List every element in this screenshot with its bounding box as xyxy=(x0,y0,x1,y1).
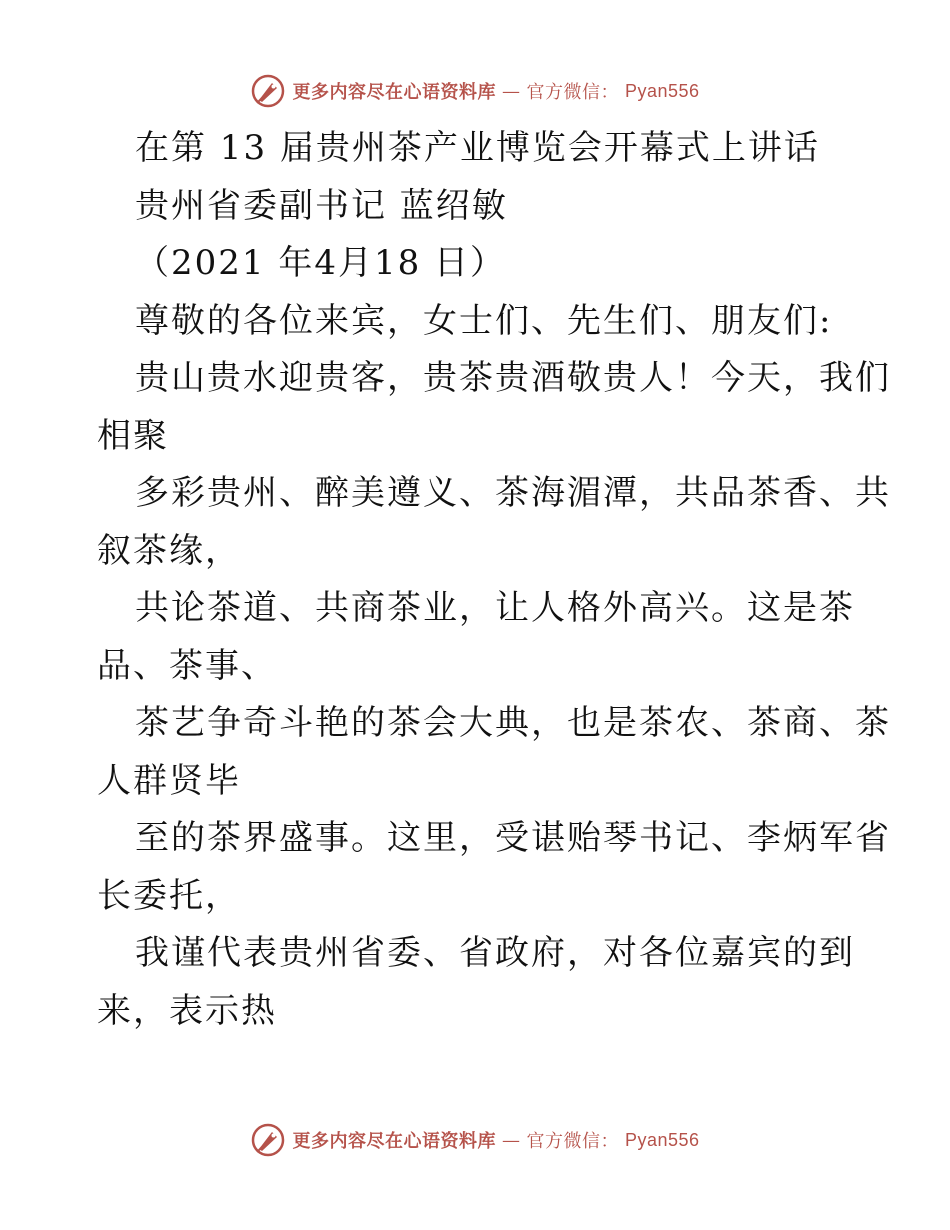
text-line: 至的茶界盛事。这里，受谌贻琴书记、李炳军省 xyxy=(135,818,891,858)
document-body xyxy=(97,120,891,1040)
text-line: 在第 13 届贵州茶产业博览会开幕式上讲话 xyxy=(135,128,820,168)
text-line: 相聚 xyxy=(97,415,169,456)
text-line: 我谨代表贵州省委、省政府，对各位嘉宾的到 xyxy=(135,933,855,973)
text-line: 贵山贵水迎贵客，贵茶贵酒敬贵人！今天，我们 xyxy=(135,358,891,398)
banner-text: 更多内容尽在心语资料库 xyxy=(292,1131,496,1152)
text-line: 茶艺争奇斗艳的茶会大典，也是茶农、茶商、茶 xyxy=(135,703,891,743)
text-line: 人群贤毕 xyxy=(97,760,241,801)
pen-nib-logo-icon xyxy=(250,1122,286,1158)
text-line: 共论茶道、共商茶业，让人格外高兴。这是茶 xyxy=(135,588,855,628)
text-line: 品、茶事、 xyxy=(97,645,277,686)
text-line: 贵州省委副书记 蓝绍敏 xyxy=(135,185,508,226)
text-line: （2021 年4月18 日） xyxy=(135,243,507,283)
text-line: 多彩贵州、醉美遵义、茶海湄潭，共品茶香、共 xyxy=(135,473,891,513)
banner-wechat-id: Pyan556 xyxy=(624,1129,700,1150)
banner-dash: — xyxy=(501,1129,521,1151)
pen-nib-logo-icon xyxy=(250,73,286,109)
watermark-banner-top xyxy=(0,69,950,113)
banner-text: 更多内容尽在心语资料库 xyxy=(292,82,496,103)
text-line: 来，表示热 xyxy=(97,990,277,1031)
banner-dash: — xyxy=(501,80,521,102)
watermark-banner-bottom xyxy=(0,1118,950,1162)
text-line: 长委托， xyxy=(97,875,241,916)
banner-wechat-id: Pyan556 xyxy=(624,80,700,101)
banner-wechat-label: 官方微信： xyxy=(526,82,619,103)
banner-wechat-label: 官方微信： xyxy=(526,1131,619,1152)
text-line: 叙茶缘， xyxy=(97,530,241,571)
text-line: 尊敬的各位来宾，女士们、先生们、朋友们: xyxy=(135,300,833,341)
